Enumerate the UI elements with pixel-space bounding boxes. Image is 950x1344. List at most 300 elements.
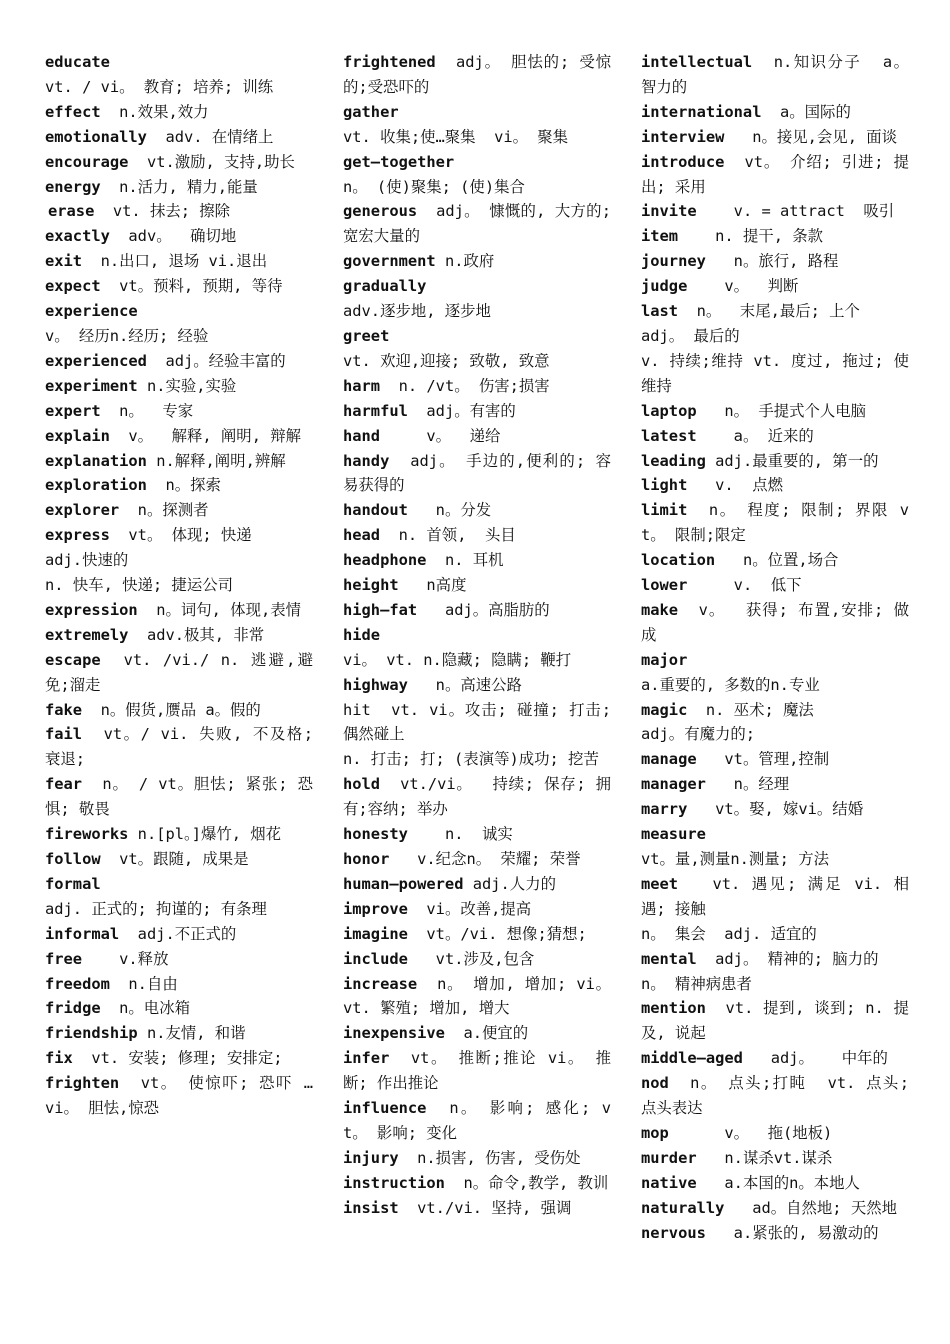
vocab-word: energy — [45, 177, 101, 196]
vocab-entry — [45, 449, 313, 474]
vocab-entry — [343, 399, 611, 424]
vocab-definition-line: n。 (使)聚集; (使)集合 — [343, 177, 525, 196]
vocab-entry — [641, 1196, 909, 1221]
vocab-word: marry — [641, 800, 688, 819]
vocab-word: murder — [641, 1148, 697, 1167]
vocab-definition: n。分发 — [407, 501, 492, 520]
vocab-entry — [343, 374, 611, 399]
vocab-word: handy — [343, 451, 390, 470]
vocab-definition: n.损害, 伤害, 受伤处 — [398, 1148, 581, 1167]
vocab-definition: adj。 手边的,便利的; 容易获得的 — [343, 451, 611, 495]
vocab-word: interview — [641, 127, 725, 146]
vocab-entry — [641, 498, 909, 548]
vocab-definition-line: adj。有魔力的; — [641, 725, 756, 744]
vocab-definition: n.知识分子 a。智力的 — [641, 53, 909, 96]
vocab-entry — [343, 847, 611, 872]
vocab-word: fail — [45, 725, 83, 744]
vocab-word: laptop — [641, 401, 697, 420]
vocab-definition-line: adj. 正式的; 拘谨的; 有条理 — [45, 899, 267, 918]
vocab-definition: n.解释,阐明,辨解 — [146, 451, 286, 470]
vocab-word: human—powered — [343, 874, 464, 893]
vocab-word: government — [343, 252, 436, 271]
vocab-definition: vt.涉及,包含 — [407, 949, 535, 968]
vocab-word: escape — [45, 650, 101, 669]
vocab-word: nervous — [641, 1223, 706, 1242]
vocab-word: harmful — [343, 401, 408, 420]
vocab-entry — [45, 872, 313, 922]
vocab-entry — [641, 648, 909, 698]
vocab-definition: n. 提干, 条款 — [678, 227, 824, 246]
vocab-word: get—together — [343, 152, 455, 171]
vocab-definition: n.实验,实验 — [137, 376, 237, 395]
vocab-word: fix — [45, 1049, 73, 1068]
vocab-definition: n。旅行, 路程 — [705, 252, 839, 271]
vocab-entry — [45, 150, 313, 175]
vocab-entry — [641, 822, 909, 872]
vocab-entry — [641, 598, 909, 648]
vocab-definition: v。 拖(地板) — [668, 1123, 833, 1142]
vocab-word: experiment — [45, 376, 138, 395]
vocab-word: hide — [343, 625, 381, 644]
vocab-definition: vt./vi. 坚持, 强调 — [398, 1198, 572, 1217]
vocab-definition: adj。 胆怯的; 受惊的;受恐吓的 — [343, 53, 611, 96]
vocab-definition: a.本国的n。本地人 — [696, 1173, 860, 1192]
vocab-word: exploration — [45, 476, 147, 495]
vocab-entry — [45, 1071, 323, 1121]
vocab-definition-line: vt。量,测量n.测量; 方法 — [641, 850, 829, 868]
vocab-entry — [641, 772, 909, 797]
column-1 — [45, 50, 323, 1121]
vocab-word: emotionally — [45, 127, 147, 146]
vocab-entry — [343, 573, 611, 598]
vocab-entry — [45, 648, 313, 698]
vocab-entry — [45, 598, 313, 623]
vocab-entry — [45, 498, 313, 523]
vocab-entry — [641, 698, 909, 748]
vocab-entry — [45, 175, 313, 200]
vocab-entry — [641, 1071, 919, 1121]
vocab-definition-line: n. 打击; 打; (表演等)成功; 挖苦 — [343, 750, 599, 769]
vocab-entry — [45, 274, 313, 299]
vocab-definition: n.效果,效力 — [100, 102, 209, 121]
vocab-definition-line: adv.逐步地, 逐步地 — [343, 302, 491, 321]
vocab-definition: adv。 确切地 — [109, 227, 237, 246]
vocab-definition: adv. 在情绪上 — [146, 127, 274, 146]
vocab-entry — [343, 1196, 611, 1221]
vocab-word: last — [641, 302, 679, 321]
vocab-word: item — [641, 227, 679, 246]
vocab-word: expression — [45, 600, 138, 619]
vocab-entry — [45, 125, 313, 150]
vocab-word: formal — [45, 874, 101, 893]
vocab-word: manage — [641, 750, 697, 769]
vocab-word: inexpensive — [343, 1024, 445, 1043]
vocab-entry — [641, 473, 909, 498]
vocab-entry — [641, 274, 909, 299]
vocab-entry — [45, 1046, 313, 1071]
vocab-entry — [45, 424, 313, 449]
vocab-word: generous — [343, 202, 418, 221]
vocab-entry — [45, 947, 313, 972]
vocab-word: insist — [343, 1198, 399, 1217]
vocab-definition-line: vi。 vt. n.隐藏; 隐瞒; 鞭打 — [343, 650, 572, 669]
vocab-word: encourage — [45, 152, 129, 171]
vocab-word: latest — [641, 426, 697, 445]
vocab-definition: vt. /vi./ n. 逃避,避免;溜走 — [45, 650, 313, 694]
vocab-entry — [641, 399, 909, 424]
vocab-word: free — [45, 949, 83, 968]
vocab-word: explorer — [45, 501, 120, 520]
vocab-definition: vt。娶, 嫁vi。结婚 — [687, 800, 864, 819]
vocab-definition: v。 解释, 阐明, 辩解 — [109, 426, 302, 445]
vocab-entry — [641, 199, 909, 224]
vocab-definition: adj。 中年的 — [742, 1049, 888, 1068]
vocab-entry — [641, 424, 909, 449]
vocab-word: friendship — [45, 1024, 138, 1043]
vocab-word: informal — [45, 924, 120, 943]
vocab-word: headphone — [343, 551, 427, 570]
vocab-definition: adv.极其, 非常 — [128, 625, 265, 644]
vocab-entry — [45, 972, 313, 997]
vocab-word: make — [641, 600, 679, 619]
vocab-entry — [641, 299, 909, 399]
vocab-entry — [343, 424, 611, 449]
vocab-word: experienced — [45, 351, 147, 370]
vocab-word: limit — [641, 501, 688, 520]
vocab-definition: vt。/ vi. 失败, 不及格; 衰退; — [45, 725, 323, 769]
vocab-entry — [343, 772, 611, 822]
vocab-word: fear — [45, 775, 83, 794]
vocab-word: native — [641, 1173, 697, 1192]
vocab-definition: n。命令,教学, 教训 — [444, 1173, 609, 1192]
vocab-entry — [641, 1046, 909, 1071]
vocab-entry — [343, 498, 611, 523]
vocab-entry — [343, 822, 611, 847]
vocab-entry — [343, 274, 611, 324]
vocab-word: lower — [641, 576, 688, 595]
vocab-word: extremely — [45, 625, 129, 644]
vocab-definition: n. 诚实 — [407, 825, 513, 844]
vocab-entry — [641, 249, 909, 274]
vocab-definition: v。 获得; 布置,安排; 做成 — [641, 600, 909, 644]
vocab-word: nod — [641, 1074, 669, 1093]
vocab-word: greet — [343, 326, 390, 345]
vocab-word: location — [641, 551, 716, 570]
vocab-definition: n.[pl。]爆竹, 烟花 — [128, 825, 282, 844]
vocab-word: injury — [343, 1148, 399, 1167]
vocab-entry — [343, 150, 611, 200]
vocab-definition: n. 巫术; 魔法 — [687, 700, 814, 719]
vocab-entry — [343, 324, 611, 374]
vocab-entry — [45, 199, 313, 224]
vocab-definition: v。 判断 — [687, 277, 799, 296]
vocab-entry — [641, 872, 909, 947]
vocab-word: magic — [641, 700, 688, 719]
vocab-definition: n.政府 — [435, 252, 495, 271]
vocab-definition-line: vt. / vi。 教育; 培养; 训练 — [45, 77, 274, 96]
vocab-definition: n。 程度; 限制; 界限 vt。 限制;限定 — [641, 501, 909, 545]
vocab-definition: n。 末尾,最后; 上个 — [678, 302, 860, 321]
vocab-definition: adj。经验丰富的 — [146, 351, 286, 370]
vocab-word: improve — [343, 899, 408, 918]
vocab-definition: n。高速公路 — [407, 675, 522, 694]
vocab-word: handout — [343, 501, 408, 520]
vocab-entry — [343, 1171, 611, 1196]
vocab-definition: n.友情, 和谐 — [137, 1024, 246, 1043]
vocab-definition: adj.最重要的, 第一的 — [705, 451, 879, 470]
vocab-definition: v. 点燃 — [687, 476, 783, 495]
vocab-entry — [343, 698, 621, 773]
vocab-word: honesty — [343, 825, 408, 844]
vocab-definition-line: a.重要的, 多数的n.专业 — [641, 675, 820, 694]
vocab-definition: n。经理 — [705, 775, 790, 794]
vocab-definition: adj.不正式的 — [119, 924, 237, 943]
vocab-word: freedom — [45, 974, 110, 993]
vocab-word: head — [343, 526, 381, 545]
vocab-word: judge — [641, 277, 688, 296]
vocab-word: exit — [45, 252, 83, 271]
vocab-entry — [641, 125, 909, 150]
vocab-definition-line: v。 经历n.经历; 经验 — [45, 326, 209, 345]
vocab-definition: v. = attract 吸引 — [696, 202, 895, 221]
vocab-definition-line: n。 精神病患者 — [641, 974, 752, 993]
vocab-entry — [641, 1221, 909, 1246]
vocab-definition: adj。 精神的; 脑力的 — [696, 949, 879, 968]
vocab-definition-line: n. 快车, 快递; 捷运公司 — [45, 576, 233, 595]
vocab-definition: a.便宜的 — [444, 1024, 529, 1043]
vocab-definition: vt。 使惊吓; 恐吓 … vi。 胆怯,惊恐 — [45, 1074, 323, 1118]
vocab-definition: vt。 体现; 快递 — [109, 526, 252, 545]
vocab-entry — [641, 1171, 909, 1196]
vocab-entry — [641, 100, 909, 125]
vocab-entry — [641, 1121, 909, 1146]
vocab-word: instruction — [343, 1173, 445, 1192]
vocab-definition: n。探测者 — [119, 501, 209, 520]
vocab-definition: vt. 提到, 谈到; n. 提及, 说起 — [641, 999, 909, 1043]
vocab-word: height — [343, 576, 399, 595]
vocab-entry — [343, 1046, 611, 1096]
vocab-definition: n.谋杀vt.谋杀 — [696, 1148, 833, 1167]
vocab-word: fireworks — [45, 825, 129, 844]
vocab-word: naturally — [641, 1198, 725, 1217]
vocab-entry — [343, 548, 611, 573]
vocab-word: measure — [641, 825, 706, 844]
vocab-definition: a。 近来的 — [696, 426, 814, 445]
vocab-entry — [343, 199, 621, 249]
vocab-entry — [343, 947, 611, 972]
vocab-word: effect — [45, 102, 101, 121]
vocab-entry — [343, 1096, 611, 1146]
vocab-word: leading — [641, 451, 706, 470]
vocab-definition: n.活力, 精力,能量 — [100, 177, 258, 196]
vocab-entry — [45, 772, 313, 822]
vocab-definition-line: vt. 欢迎,迎接; 致敬, 致意 — [343, 351, 550, 370]
vocab-definition: vt./vi。 持续; 保存; 拥有;容纳; 举办 — [343, 775, 611, 819]
vocab-entry — [641, 947, 909, 997]
vocab-word: meet — [641, 874, 679, 893]
vocab-entry — [45, 224, 313, 249]
vocab-entry — [343, 523, 611, 548]
vocab-entry — [45, 249, 313, 274]
vocab-entry — [641, 224, 909, 249]
vocab-word: gradually — [343, 277, 427, 296]
vocab-word: erase — [48, 202, 95, 221]
vocab-word: mop — [641, 1123, 669, 1142]
vocab-entry — [641, 747, 909, 772]
vocab-word: mental — [641, 949, 697, 968]
vocab-word: frighten — [45, 1074, 120, 1093]
vocab-entry — [343, 598, 611, 623]
vocab-entry — [641, 150, 909, 200]
vocab-entry — [343, 1021, 611, 1046]
vocab-definition: n。位置,场合 — [715, 551, 839, 570]
vocab-entry — [343, 623, 611, 673]
vocab-definition: vt. 遇见; 满足 vi. 相遇; 接触 — [641, 874, 909, 918]
vocab-word: gather — [343, 102, 399, 121]
vocab-word: explain — [45, 426, 110, 445]
vocab-entry — [343, 449, 611, 499]
vocab-definition: n。 专家 — [100, 401, 194, 420]
vocab-definition: n。接见,会见, 面谈 — [724, 127, 898, 146]
vocab-word: middle—aged — [641, 1049, 743, 1068]
vocab-entry — [343, 50, 611, 100]
vocab-word: educate — [45, 53, 110, 71]
vocab-definition-line: n。 集会 adj. 适宜的 — [641, 924, 817, 943]
vocab-word: expect — [45, 277, 101, 296]
vocab-definition: ad。自然地; 天然地 — [724, 1198, 898, 1217]
vocab-word: hold — [343, 775, 381, 794]
vocab-definition: n。 点头;打盹 vt. 点头; 点头表达 — [641, 1074, 919, 1118]
vocab-definition: n高度 — [398, 576, 467, 595]
vocab-entry — [45, 996, 313, 1021]
vocab-entry — [343, 1146, 611, 1171]
vocab-word: follow — [45, 850, 101, 868]
vocab-entry — [45, 473, 313, 498]
vocab-entry — [45, 847, 313, 872]
vocab-definition: vt。 介绍; 引进; 提出; 采用 — [641, 152, 909, 196]
vocab-entry — [641, 996, 909, 1046]
vocab-word: expert — [45, 401, 101, 420]
vocab-word: mention — [641, 999, 706, 1018]
vocab-word: manager — [641, 775, 706, 794]
vocab-definition: v.释放 — [82, 949, 169, 968]
vocab-word: harm — [343, 376, 381, 395]
vocab-definition: n。 手提式个人电脑 — [696, 401, 867, 420]
vocab-definition: n。 / vt。胆怯; 紧张; 恐惧; 敬畏 — [45, 775, 313, 819]
vocab-definition: adj。有害的 — [407, 401, 516, 420]
vocab-word: experience — [45, 302, 138, 321]
vocab-definition: vt。跟随, 成果是 — [100, 850, 249, 868]
vocab-entry — [45, 50, 313, 100]
vocab-definition: vt. 抹去; 擦除 — [94, 202, 231, 221]
vocab-definition: a.紧张的, 易激动的 — [705, 1223, 879, 1242]
vocab-word: international — [641, 102, 762, 121]
vocab-entry — [45, 922, 313, 947]
vocab-definition: n. 首领, 头目 — [380, 526, 516, 545]
vocab-entry — [45, 399, 313, 424]
vocab-word: increase — [343, 974, 418, 993]
vocab-definition-line: hit vt. vi。攻击; 碰撞; 打击; 偶然碰上 — [343, 700, 621, 744]
vocab-definition: n。 影响; 感化; vt。 影响; 变化 — [343, 1099, 611, 1142]
vocab-definition: adj。高脂肪的 — [417, 600, 550, 619]
vocab-word: intellectual — [641, 53, 753, 71]
vocab-definition: vt. 安装; 修理; 安排定; — [72, 1049, 283, 1068]
vocab-word: light — [641, 476, 688, 495]
vocab-entry — [641, 548, 909, 573]
vocab-entry — [641, 449, 909, 474]
vocab-definition-line: vt. 收集;使…聚集 vi。 聚集 — [343, 127, 569, 146]
vocab-word: fake — [45, 700, 83, 719]
vocab-entry — [343, 249, 611, 274]
vocab-definition: vt。预料, 预期, 等待 — [100, 277, 283, 296]
vocab-word: imagine — [343, 924, 408, 943]
vocab-entry — [343, 673, 611, 698]
vocab-definition: vt.激励, 支持,助长 — [128, 152, 295, 171]
vocab-word: high—fat — [343, 600, 418, 619]
vocab-definition: n。词句, 体现,表情 — [137, 600, 302, 619]
vocab-word: honor — [343, 850, 390, 868]
vocab-word: influence — [343, 1099, 427, 1118]
vocab-definition: n。电冰箱 — [100, 999, 190, 1018]
vocab-definition: v。 递给 — [380, 426, 501, 445]
vocab-definition: vt。/vi. 想像;猜想; — [407, 924, 587, 943]
vocab-definition: v. 低下 — [687, 576, 802, 595]
vocab-word: major — [641, 650, 688, 669]
vocab-definition: n。假货,赝品 a。假的 — [82, 700, 261, 719]
vocab-definition: n.出口, 退场 vi.退出 — [82, 252, 268, 271]
vocab-entry — [45, 374, 313, 399]
vocab-entry — [343, 872, 611, 897]
vocab-entry — [45, 299, 313, 349]
vocab-definition: adj。 慷慨的, 大方的; 宽宏大量的 — [343, 202, 621, 246]
vocab-definition: n。探索 — [146, 476, 221, 495]
vocab-definition: n。 增加, 增加; vi。 vt. 繁殖; 增加, 增大 — [343, 974, 621, 1018]
vocab-definition: adj.人力的 — [463, 874, 556, 893]
vocab-word: express — [45, 526, 110, 545]
vocab-entry — [45, 623, 313, 648]
vocab-word: explanation — [45, 451, 147, 470]
vocab-word: highway — [343, 675, 408, 694]
vocab-word: exactly — [45, 227, 110, 246]
vocab-word: introduce — [641, 152, 725, 171]
vocab-definition: v.纪念n。 荣耀; 荣誉 — [389, 850, 581, 868]
vocab-entry — [641, 1146, 909, 1171]
vocab-definition: vt。 推断;推论 vi。 推断; 作出推论 — [343, 1049, 611, 1093]
vocab-entry — [45, 722, 323, 772]
vocab-word: journey — [641, 252, 706, 271]
vocab-entry — [641, 573, 909, 598]
vocab-definition-line: v. 持续;维持 vt. 度过, 拖过; 使维持 — [641, 351, 909, 395]
vocab-definition: vi。改善,提高 — [407, 899, 532, 918]
vocab-word: include — [343, 949, 408, 968]
vocab-entry — [343, 897, 611, 922]
column-3 — [641, 50, 919, 1246]
vocab-entry — [45, 698, 313, 723]
vocab-entry — [343, 922, 611, 947]
vocab-word: hand — [343, 426, 381, 445]
vocab-definition-line: adj.快速的 — [45, 551, 129, 570]
vocab-entry — [45, 523, 313, 598]
vocab-definition: n. 耳机 — [426, 551, 504, 570]
vocab-definition: n.自由 — [109, 974, 178, 993]
vocab-entry — [45, 349, 313, 374]
vocab-word: infer — [343, 1049, 390, 1068]
vocab-definition-line: adj。 最后的 — [641, 326, 740, 345]
vocab-entry — [343, 972, 621, 1022]
vocab-definition: vt。管理,控制 — [696, 750, 830, 769]
vocab-word: fridge — [45, 999, 101, 1018]
vocab-entry — [641, 797, 909, 822]
